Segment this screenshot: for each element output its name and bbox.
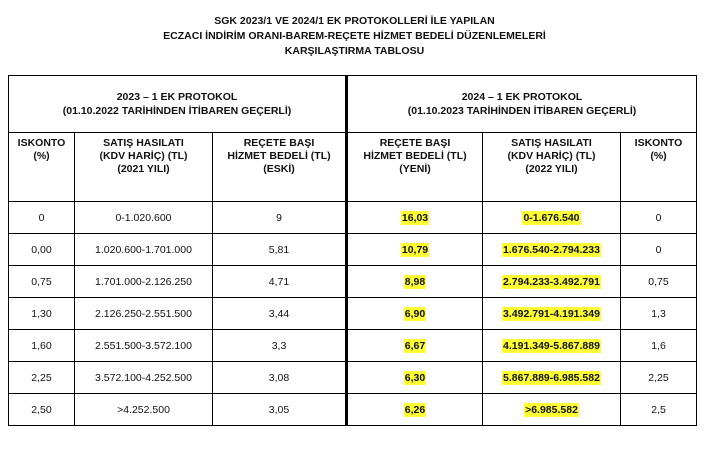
cell-bedel-old xyxy=(213,362,347,394)
table-row xyxy=(9,202,697,234)
cell-hasilat-old-value: 2.126.250-2.551.500 xyxy=(95,307,192,320)
cell-bedel-new-value: 8,98 xyxy=(404,275,426,288)
cell-iskonto-old-value: 0,75 xyxy=(31,275,52,288)
cell-hasilat-old-value: 1.020.600-1.701.000 xyxy=(95,243,192,256)
col-header-line: HİZMET BEDELİ (TL) xyxy=(227,150,331,162)
group-header-2024-line2: (01.10.2023 TARİHİNDEN İTİBAREN GEÇERLİ) xyxy=(407,105,637,117)
cell-iskonto-new-value: 0 xyxy=(655,211,662,224)
col-header-line: (KDV HARİÇ) (TL) xyxy=(507,150,596,162)
cell-iskonto-old-value: 1,60 xyxy=(31,339,52,352)
cell-bedel-new xyxy=(347,362,483,394)
comparison-table xyxy=(8,75,697,426)
cell-hasilat-old xyxy=(75,330,213,362)
cell-iskonto-new-value: 0,75 xyxy=(648,275,669,288)
cell-hasilat-new xyxy=(483,266,621,298)
cell-hasilat-new-value: 3.492.791-4.191.349 xyxy=(503,307,600,320)
col-header-line: HİZMET BEDELİ (TL) xyxy=(363,150,467,162)
cell-bedel-old xyxy=(213,330,347,362)
table-row xyxy=(9,298,697,330)
cell-iskonto-old xyxy=(9,330,75,362)
col-header-hasilat-new xyxy=(483,133,621,202)
cell-hasilat-new-value: 0-1.676.540 xyxy=(523,211,580,224)
col-header-line: (ESKİ) xyxy=(263,163,295,175)
cell-iskonto-new-value: 0 xyxy=(655,243,662,256)
cell-hasilat-new xyxy=(483,330,621,362)
cell-hasilat-old-value: >4.252.500 xyxy=(117,403,170,416)
cell-bedel-new xyxy=(347,330,483,362)
cell-bedel-old xyxy=(213,202,347,234)
cell-bedel-old-value: 4,71 xyxy=(268,275,290,288)
cell-bedel-old-value: 9 xyxy=(276,211,282,224)
cell-hasilat-old-value: 1.701.000-2.126.250 xyxy=(95,275,192,288)
cell-hasilat-old-value: 2.551.500-3.572.100 xyxy=(95,339,192,352)
table-row xyxy=(9,234,697,266)
cell-hasilat-new-value: 4.191.349-5.867.889 xyxy=(503,339,600,352)
cell-iskonto-new xyxy=(621,266,697,298)
cell-hasilat-new xyxy=(483,394,621,426)
cell-iskonto-new xyxy=(621,362,697,394)
cell-hasilat-old xyxy=(75,394,213,426)
col-header-hasilat-old xyxy=(75,133,213,202)
cell-iskonto-old xyxy=(9,298,75,330)
cell-hasilat-old xyxy=(75,202,213,234)
cell-iskonto-old-value: 0,00 xyxy=(31,243,52,256)
table-row xyxy=(9,394,697,426)
cell-bedel-old-value: 3,44 xyxy=(268,307,290,320)
cell-iskonto-old xyxy=(9,202,75,234)
cell-bedel-old-value: 5,81 xyxy=(268,243,290,256)
cell-bedel-new xyxy=(347,202,483,234)
cell-bedel-new-value: 6,67 xyxy=(404,339,426,352)
col-header-line: ISKONTO xyxy=(17,137,66,149)
cell-iskonto-new-value: 1,3 xyxy=(651,307,666,320)
cell-bedel-new xyxy=(347,298,483,330)
cell-hasilat-new-value: >6.985.582 xyxy=(525,403,578,416)
group-header-2024-line1: 2024 – 1 EK PROTOKOL xyxy=(461,91,583,103)
document-title-line2: ECZACI İNDİRİM ORANI-BAREM-REÇETE HİZMET BEDELİ DÜZENLEMELERİ xyxy=(163,30,546,42)
cell-iskonto-old xyxy=(9,266,75,298)
cell-iskonto-new-value: 2,5 xyxy=(651,403,666,416)
cell-hasilat-new xyxy=(483,202,621,234)
cell-iskonto-old xyxy=(9,394,75,426)
cell-iskonto-new xyxy=(621,298,697,330)
cell-bedel-new-value: 10,79 xyxy=(401,243,429,256)
cell-hasilat-old-value: 0-1.020.600 xyxy=(115,211,172,224)
cell-iskonto-old xyxy=(9,362,75,394)
col-header-line: (2022 YILI) xyxy=(525,163,578,175)
cell-bedel-new-value: 6,26 xyxy=(404,403,426,416)
cell-bedel-old-value: 3,08 xyxy=(268,371,290,384)
table-row xyxy=(9,362,697,394)
col-header-line: (YENİ) xyxy=(399,163,431,175)
cell-bedel-new-value: 16,03 xyxy=(401,211,429,224)
cell-hasilat-new xyxy=(483,234,621,266)
cell-bedel-old xyxy=(213,298,347,330)
cell-hasilat-old xyxy=(75,298,213,330)
cell-iskonto-new xyxy=(621,394,697,426)
col-header-iskonto-old xyxy=(9,133,75,202)
group-header-2024 xyxy=(347,76,697,133)
col-header-line: (%) xyxy=(33,150,50,162)
cell-iskonto-old-value: 0 xyxy=(38,211,45,224)
cell-bedel-old xyxy=(213,394,347,426)
col-header-line: (2021 YILI) xyxy=(117,163,170,175)
cell-bedel-old xyxy=(213,234,347,266)
cell-hasilat-new-value: 2.794.233-3.492.791 xyxy=(503,275,600,288)
cell-hasilat-new xyxy=(483,362,621,394)
cell-iskonto-old xyxy=(9,234,75,266)
cell-iskonto-new xyxy=(621,330,697,362)
cell-bedel-new-value: 6,90 xyxy=(404,307,426,320)
cell-iskonto-new xyxy=(621,202,697,234)
cell-bedel-new-value: 6,30 xyxy=(404,371,426,384)
group-header-2023 xyxy=(9,76,347,133)
cell-hasilat-old-value: 3.572.100-4.252.500 xyxy=(95,371,192,384)
cell-iskonto-new xyxy=(621,234,697,266)
cell-hasilat-new-value: 5.867.889-6.985.582 xyxy=(503,371,600,384)
document-title-line1: SGK 2023/1 VE 2024/1 EK PROTOKOLLERİ İLE YAPILAN xyxy=(214,15,495,27)
cell-iskonto-new-value: 2,25 xyxy=(648,371,669,384)
table-row xyxy=(9,266,697,298)
group-header-2023-line2: (01.10.2022 TARİHİNDEN İTİBAREN GEÇERLİ) xyxy=(62,105,292,117)
cell-iskonto-old-value: 2,25 xyxy=(31,371,52,384)
col-header-iskonto-new xyxy=(621,133,697,202)
cell-bedel-new xyxy=(347,266,483,298)
col-header-bedel-new xyxy=(347,133,483,202)
cell-hasilat-old xyxy=(75,266,213,298)
cell-hasilat-old xyxy=(75,234,213,266)
group-header-2023-line1: 2023 – 1 EK PROTOKOL xyxy=(116,91,238,103)
table-row xyxy=(9,330,697,362)
cell-bedel-old xyxy=(213,266,347,298)
col-header-line: REÇETE BAŞI xyxy=(243,137,315,149)
document-title-line3: KARŞILAŞTIRMA TABLOSU xyxy=(284,45,425,57)
cell-bedel-old-value: 3,05 xyxy=(268,403,290,416)
cell-bedel-new xyxy=(347,394,483,426)
col-header-line: (%) xyxy=(650,150,667,162)
cell-iskonto-old-value: 1,30 xyxy=(31,307,52,320)
cell-hasilat-old xyxy=(75,362,213,394)
col-header-line: SATIŞ HASILATI xyxy=(511,137,592,149)
cell-hasilat-new-value: 1.676.540-2.794.233 xyxy=(503,243,600,256)
col-header-line: SATIŞ HASILATI xyxy=(103,137,184,149)
col-header-line: (KDV HARİÇ) (TL) xyxy=(99,150,188,162)
col-header-line: ISKONTO xyxy=(634,137,683,149)
col-header-bedel-old xyxy=(213,133,347,202)
cell-bedel-old-value: 3,3 xyxy=(271,339,287,352)
col-header-line: REÇETE BAŞI xyxy=(379,137,451,149)
cell-hasilat-new xyxy=(483,298,621,330)
cell-iskonto-new-value: 1,6 xyxy=(651,339,666,352)
cell-bedel-new xyxy=(347,234,483,266)
cell-iskonto-old-value: 2,50 xyxy=(31,403,52,416)
